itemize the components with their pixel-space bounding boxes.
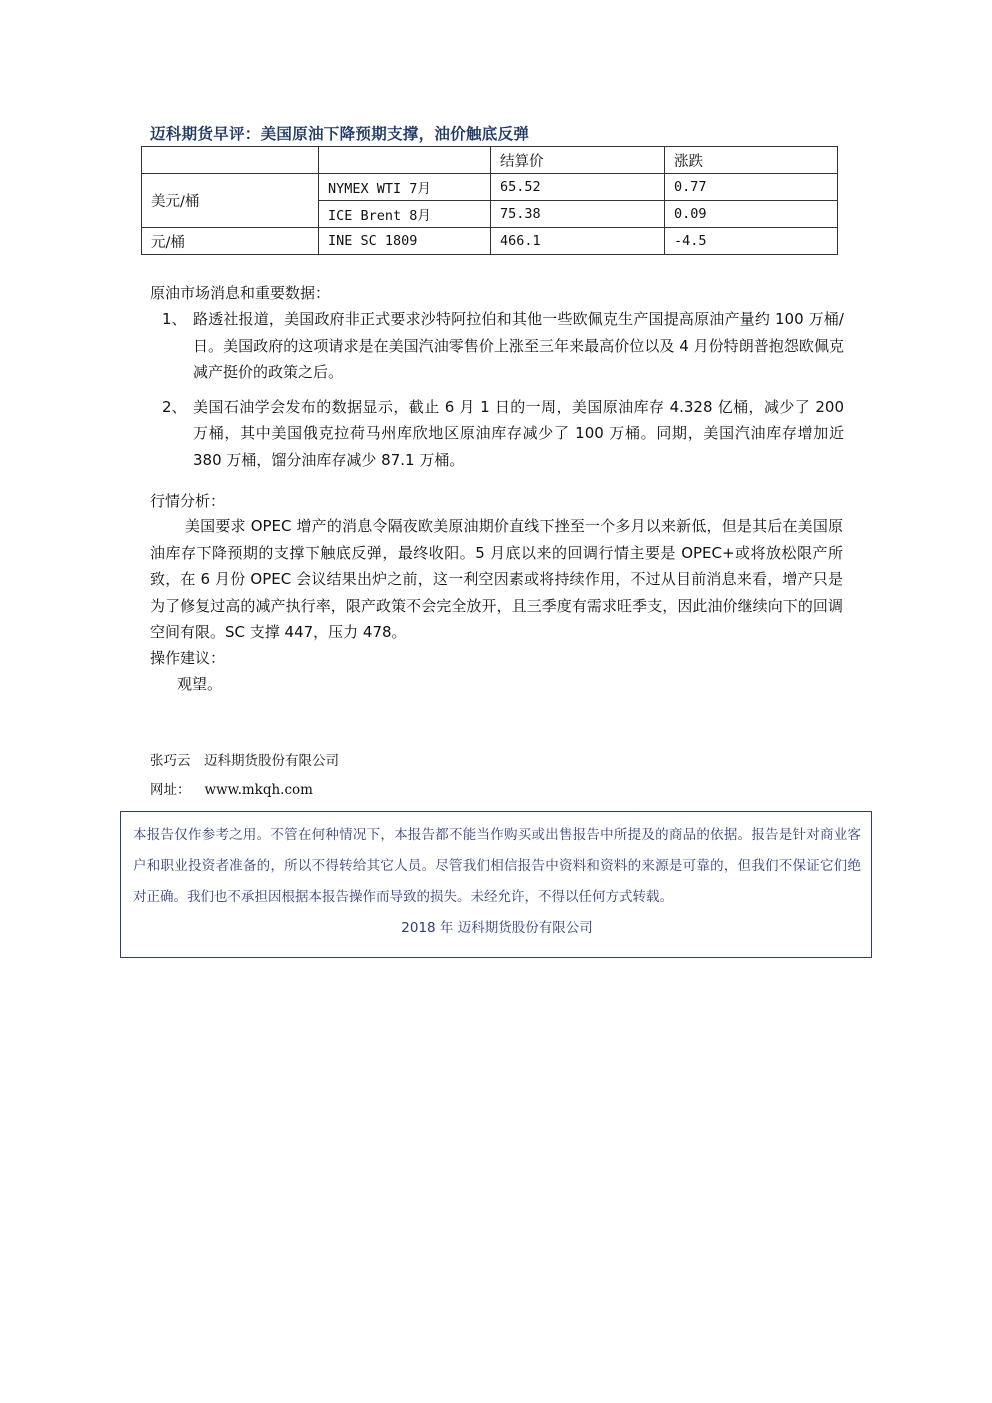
- change-cell: 0.77: [665, 174, 838, 201]
- news-list: [150, 306, 844, 481]
- analysis-heading: 行情分析：: [150, 492, 226, 510]
- website-link[interactable]: www.mkqh.com: [204, 782, 313, 798]
- settle-cell: 65.52: [491, 174, 665, 201]
- table-row: [142, 228, 838, 255]
- settle-cell: 75.38: [491, 201, 665, 228]
- list-number: 1、: [162, 310, 187, 328]
- settle-cell: 466.1: [491, 228, 665, 255]
- news-heading: 原油市场消息和重要数据：: [150, 284, 331, 302]
- author-line: 张巧云 迈科期货股份有限公司: [150, 753, 339, 769]
- contract-cell: NYMEX WTI 7月: [319, 174, 491, 201]
- disclaimer-text: 本报告仅作参考之用。不管在何种情况下，本报告都不能当作购买或出售报告中所提及的商品的依据。报告是针对商业客户和职业投资者准备的，所以不得转给其它人员。尽管我们相信报告中资料和资料的来源是可靠的，但我们不保证它们绝对正确。我们也不承担因根据本报告操作而导致的损失。未经允许，不得以任何方式转载。: [133, 827, 861, 905]
- price-table: [141, 146, 838, 255]
- unit-cell-cny: 元/桶: [142, 228, 319, 255]
- report-title: 迈科期货早评：美国原油下降预期支撑，油价触底反弹: [150, 125, 530, 143]
- analysis-paragraph: 美国要求 OPEC 增产的消息令隔夜欧美原油期价直线下挫至一个多月以来新低，但是其后在美国原油库存下降预期的支撑下触底反弹，最终收阳。5 月底以来的回调行情主要是 OPEC+或将放松限产所致，在 6 月份 OPEC 会议结果出炉之前，这一利空因素或将持续作用，不过从目前消息来看，增产只是为了修复过高的减产执行率，限产政策不会完全放开，且三季度有需求旺季支，因此油价继续向下的回调空间有限。SC 支撑 447，压力 478。: [150, 517, 843, 641]
- disclaimer-footer: 2018 年 迈科期货股份有限公司: [401, 920, 593, 936]
- change-cell: -4.5: [665, 228, 838, 255]
- disclaimer-box: [120, 811, 872, 958]
- contract-cell: ICE Brent 8月: [319, 201, 491, 228]
- unit-cell-usd: 美元/桶: [142, 174, 319, 228]
- list-item: [150, 306, 844, 386]
- contract-cell: INE SC 1809: [319, 228, 491, 255]
- list-number: 2、: [162, 397, 187, 416]
- header-cell-empty: [142, 147, 319, 174]
- header-cell-settle: 结算价: [491, 147, 665, 174]
- list-text: 美国石油学会发布的数据显示，截止 6 月 1 日的一周，美国原油库存 4.328 亿桶，减少了 200 万桶，其中美国俄克拉荷马州库欣地区原油库存减少了 100 万桶。同期，美国汽油库存增加近 380 万桶，馏分油库存减少 87.1 万桶。: [193, 397, 844, 469]
- advice-text: 观望。: [177, 675, 223, 693]
- table-row: [142, 174, 838, 201]
- header-cell-contract: [319, 147, 491, 174]
- list-text: 路透社报道，美国政府非正式要求沙特阿拉伯和其他一些欧佩克生产国提高原油产量约 100 万桶/日。美国政府的这项请求是在美国汽油零售价上涨至三年来最高价位以及 4 月份特朗普抱怨欧佩克减产挺价的政策之后。: [193, 310, 844, 381]
- header-cell-change: 涨跌: [665, 147, 838, 174]
- website-line: [150, 778, 313, 798]
- advice-heading: 操作建议：: [150, 649, 226, 667]
- table-header-row: [142, 147, 838, 174]
- list-item: [150, 394, 844, 474]
- website-label: 网址：: [150, 782, 191, 798]
- change-cell: 0.09: [665, 201, 838, 228]
